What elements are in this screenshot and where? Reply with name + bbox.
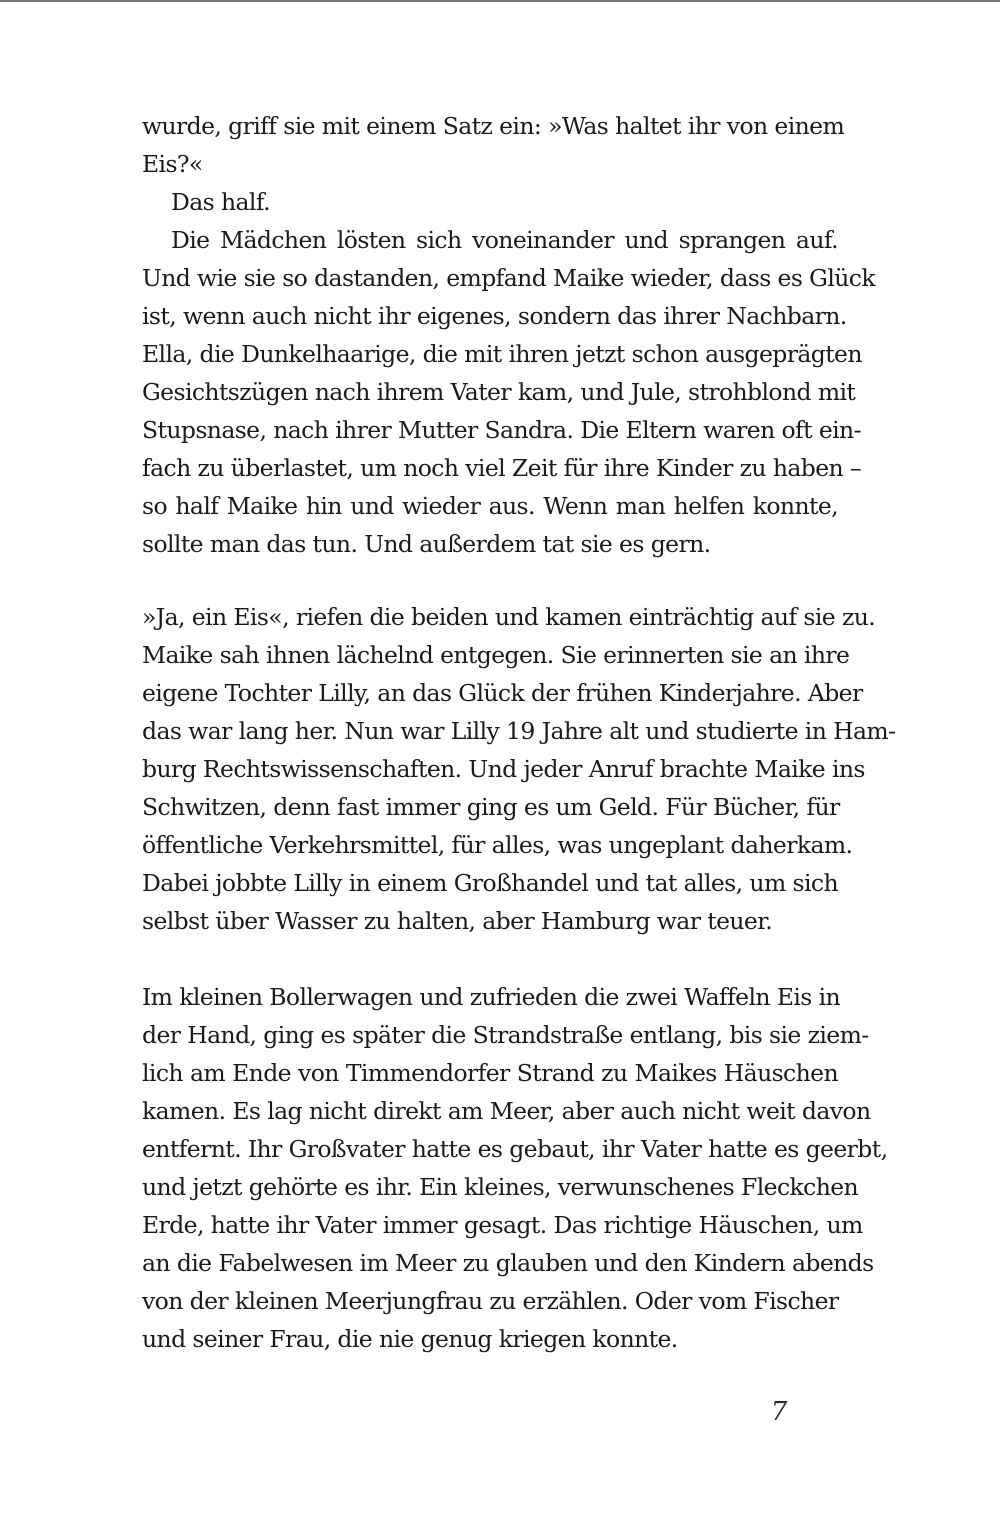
- text-line: fach zu überlastet, um noch viel Zeit für ihre Kinder zu haben –: [142, 454, 862, 482]
- text-line: Ella, die Dunkelhaarige, die mit ihren jetzt schon ausgeprägten: [142, 340, 862, 368]
- text-line: und seiner Frau, die nie genug kriegen konnte.: [142, 1325, 678, 1353]
- paragraph-5: [142, 978, 888, 1358]
- text-line: Und wie sie so dastanden, empfand Maike wieder, dass es Glück: [142, 264, 876, 292]
- text-line: Gesichtszügen nach ihrem Vater kam, und Jule, strohblond mit: [142, 378, 856, 406]
- text-line: Eis?«: [142, 150, 203, 178]
- text-line: Maike sah ihnen lächelnd entgegen. Sie erinnerten sie an ihre: [142, 641, 850, 669]
- text-line: burg Rechtswissenschaften. Und jeder Anruf brachte Maike ins: [142, 755, 865, 783]
- paragraph-2: [142, 183, 838, 221]
- text-line: Dabei jobbte Lilly in einem Großhandel und tat alles, um sich: [142, 869, 838, 897]
- text-line: wurde, griff sie mit einem Satz ein: »Was haltet ihr von einem: [142, 112, 845, 140]
- text-line: Im kleinen Bollerwagen und zufrieden die zwei Waffeln Eis in: [142, 983, 841, 1011]
- text-line: Das half.: [171, 188, 270, 216]
- text-line: das war lang her. Nun war Lilly 19 Jahre alt und studierte in Ham-: [142, 717, 896, 745]
- text-line: sollte man das tun. Und außerdem tat sie es gern.: [142, 530, 711, 558]
- text-line: eigene Tochter Lilly, an das Glück der frühen Kinderjahre. Aber: [142, 679, 863, 707]
- text-line: der Hand, ging es später die Strandstraße entlang, bis sie ziem-: [142, 1021, 869, 1049]
- paragraph-3: [142, 221, 876, 563]
- text-line: und jetzt gehörte es ihr. Ein kleines, verwunschenes Fleckchen: [142, 1173, 859, 1201]
- text-line: ist, wenn auch nicht ihr eigenes, sondern das ihrer Nachbarn.: [142, 302, 847, 330]
- text-line: Erde, hatte ihr Vater immer gesagt. Das richtige Häuschen, um: [142, 1211, 863, 1239]
- text-line: von der kleinen Meerjungfrau zu erzählen. Oder vom Fischer: [142, 1287, 839, 1315]
- top-border: [0, 0, 1000, 2]
- text-line: Schwitzen, denn fast immer ging es um Geld. Für Bücher, für: [142, 793, 840, 821]
- text-line: Die Mädchen lösten sich voneinander und sprangen auf.: [171, 226, 838, 254]
- paragraph-1: [142, 107, 845, 183]
- text-line: so half Maike hin und wieder aus. Wenn man helfen konnte,: [142, 492, 838, 520]
- paragraph-4: [142, 598, 896, 940]
- text-line: »Ja, ein Eis«, riefen die beiden und kamen einträchtig auf sie zu.: [142, 603, 876, 631]
- page-number: 7: [770, 1397, 788, 1427]
- text-line: an die Fabelwesen im Meer zu glauben und den Kindern abends: [142, 1249, 874, 1277]
- text-line: selbst über Wasser zu halten, aber Hamburg war teuer.: [142, 907, 773, 935]
- text-line: Stupsnase, nach ihrer Mutter Sandra. Die Eltern waren oft ein-: [142, 416, 861, 444]
- text-line: entfernt. Ihr Großvater hatte es gebaut, ihr Vater hatte es geerbt,: [142, 1135, 888, 1163]
- text-line: öffentliche Verkehrsmittel, für alles, was ungeplant daherkam.: [142, 831, 853, 859]
- text-line: lich am Ende von Timmendorfer Strand zu Maikes Häuschen: [142, 1059, 838, 1087]
- text-line: kamen. Es lag nicht direkt am Meer, aber auch nicht weit davon: [142, 1097, 871, 1125]
